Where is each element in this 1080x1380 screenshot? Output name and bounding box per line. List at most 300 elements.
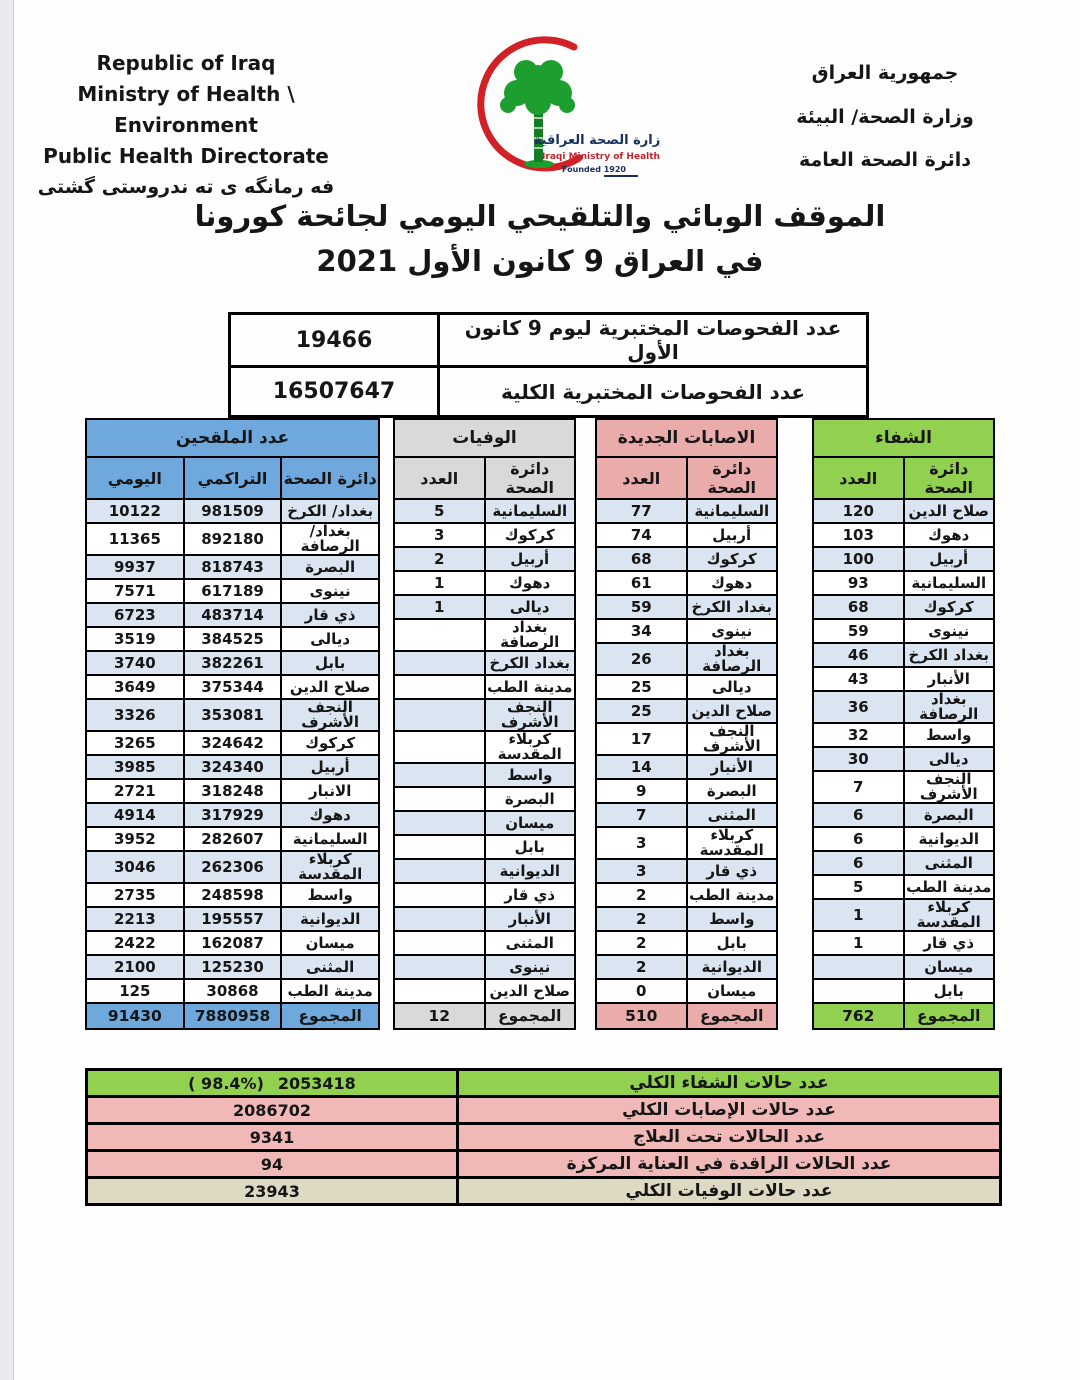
- daily-cell: 3985: [86, 755, 184, 779]
- directorate-cell: بغداد الرصافة: [485, 619, 576, 651]
- table-row: [813, 931, 994, 955]
- table-row: [596, 699, 777, 723]
- directorate-cell: الديوانية: [687, 955, 778, 979]
- directorate-cell: ذي قار: [281, 603, 379, 627]
- table-row: [596, 955, 777, 979]
- table-row: [596, 571, 777, 595]
- table-title-row: [86, 419, 379, 457]
- count-cell: 74: [596, 523, 687, 547]
- daily-cell: 3740: [86, 651, 184, 675]
- directorate-cell: المثنى: [281, 955, 379, 979]
- total-label: المجموع: [904, 1003, 995, 1029]
- daily-cell: 2213: [86, 907, 184, 931]
- total-label: المجموع: [281, 1003, 379, 1029]
- directorate-cell: الديوانية: [485, 859, 576, 883]
- cumulative-cell: 483714: [184, 603, 282, 627]
- table-row: [813, 899, 994, 931]
- column-directorate: دائرة الصحة: [904, 457, 995, 499]
- count-cell: [813, 979, 904, 1003]
- count-cell: [813, 955, 904, 979]
- directorate-cell: ديالى: [281, 627, 379, 651]
- daily-cell: 3519: [86, 627, 184, 651]
- cumulative-cell: 30868: [184, 979, 282, 1003]
- directorate-cell: الأنبار: [904, 667, 995, 691]
- count-cell: 30: [813, 747, 904, 771]
- cumulative-cell: 195557: [184, 907, 282, 931]
- count-cell: 59: [596, 595, 687, 619]
- column-cumulative: التراكمي: [184, 457, 282, 499]
- directorate-cell: النجف الأشرف: [687, 723, 778, 755]
- count-cell: 32: [813, 723, 904, 747]
- table-row: [813, 499, 994, 523]
- directorate-cell: صلاح الدين: [281, 675, 379, 699]
- column-directorate: دائرة الصحة: [281, 457, 379, 499]
- directorate-cell: بغداد الكرخ: [687, 595, 778, 619]
- table-row: [87, 1178, 1001, 1205]
- count-cell: 6: [813, 851, 904, 875]
- header-line-directorate: Public Health Directorate: [43, 144, 329, 168]
- table-row: [596, 595, 777, 619]
- count-cell: 68: [596, 547, 687, 571]
- header-line-ministry: Ministry of Health \ Environment: [77, 82, 295, 137]
- total-count: 762: [813, 1003, 904, 1029]
- table-row: [394, 699, 575, 731]
- total-daily: 91430: [86, 1003, 184, 1029]
- table-row: [596, 907, 777, 931]
- header-line-republic: Republic of Iraq: [96, 51, 276, 75]
- table-row: [596, 755, 777, 779]
- directorate-cell: الأنبار: [687, 755, 778, 779]
- daily-cell: 3649: [86, 675, 184, 699]
- daily-cell: 6723: [86, 603, 184, 627]
- crescent-palm-icon: [446, 22, 660, 190]
- table-row: [86, 499, 379, 523]
- count-cell: 120: [813, 499, 904, 523]
- table-row: [813, 643, 994, 667]
- column-directorate: دائرة الصحة: [687, 457, 778, 499]
- daily-cell: 10122: [86, 499, 184, 523]
- total-label: المجموع: [687, 1003, 778, 1029]
- table-row: [86, 651, 379, 675]
- table-row: [813, 547, 994, 571]
- directorate-cell: أربيل: [485, 547, 576, 571]
- count-cell: 59: [813, 619, 904, 643]
- count-cell: [394, 931, 485, 955]
- table-row: [394, 859, 575, 883]
- column-directorate: دائرة الصحة: [485, 457, 576, 499]
- cumulative-cell: 162087: [184, 931, 282, 955]
- count-cell: 5: [813, 875, 904, 899]
- count-cell: 6: [813, 827, 904, 851]
- table-row: [86, 979, 379, 1003]
- count-cell: 2: [394, 547, 485, 571]
- directorate-cell: ميسان: [281, 931, 379, 955]
- table-row: [394, 619, 575, 651]
- directorate-cell: ذي قار: [687, 859, 778, 883]
- table-row: [394, 835, 575, 859]
- daily-cell: 3046: [86, 851, 184, 883]
- header-line-kurdish: فه رمانگه ی ته ندروستی گشتی: [37, 176, 335, 198]
- directorate-cell: مدينة الطب: [687, 883, 778, 907]
- count-cell: [394, 699, 485, 731]
- table-row: [87, 1097, 1001, 1124]
- directorate-cell: دهوك: [687, 571, 778, 595]
- under-treatment-label: عدد الحالات تحت العلاج: [458, 1124, 1001, 1151]
- table-row: [813, 851, 994, 875]
- table-row: [394, 675, 575, 699]
- table-row: [86, 731, 379, 755]
- count-cell: [394, 811, 485, 835]
- count-cell: [394, 883, 485, 907]
- count-cell: 1: [394, 595, 485, 619]
- directorate-cell: السليمانية: [281, 827, 379, 851]
- table-row: [596, 499, 777, 523]
- total-count: 510: [596, 1003, 687, 1029]
- count-cell: 17: [596, 723, 687, 755]
- cumulative-cell: 317929: [184, 803, 282, 827]
- total-recoveries-label: عدد حالات الشفاء الكلي: [458, 1070, 1001, 1097]
- recovery-percent: ( 98.4%): [188, 1073, 264, 1093]
- title-line-1: الموقف الوبائي والتلقيحي اليومي لجائحة كورونا: [194, 199, 886, 233]
- recoveries-rows: [813, 499, 994, 1003]
- daily-cell: 3326: [86, 699, 184, 731]
- table-row: [813, 875, 994, 899]
- count-cell: [394, 731, 485, 763]
- count-cell: 34: [596, 619, 687, 643]
- table-header-row: [813, 457, 994, 499]
- deaths-rows: [394, 499, 575, 1003]
- document-title: [0, 194, 1080, 284]
- directorate-cell: كركوك: [687, 547, 778, 571]
- directorate-cell: البصرة: [904, 803, 995, 827]
- directorate-cell: نينوى: [281, 579, 379, 603]
- table-row: [813, 523, 994, 547]
- directorate-cell: مدينة الطب: [485, 675, 576, 699]
- cumulative-cell: 248598: [184, 883, 282, 907]
- directorate-cell: واسط: [904, 723, 995, 747]
- directorate-cell: البصرة: [485, 787, 576, 811]
- directorate-cell: النجف الأشرف: [281, 699, 379, 731]
- table-row: [394, 731, 575, 763]
- directorate-cell: أربيل: [281, 755, 379, 779]
- count-cell: 2: [596, 955, 687, 979]
- directorate-cell: بابل: [281, 651, 379, 675]
- daily-cell: 125: [86, 979, 184, 1003]
- directorate-cell: بغداد الرصافة: [904, 691, 995, 723]
- table-row: [394, 787, 575, 811]
- total-tests-value: 16507647: [230, 367, 439, 417]
- cumulative-cell: 617189: [184, 579, 282, 603]
- table-row: [86, 803, 379, 827]
- table-title-row: [394, 419, 575, 457]
- count-cell: 3: [394, 523, 485, 547]
- directorate-cell: كركوك: [485, 523, 576, 547]
- total-row: [394, 1003, 575, 1029]
- count-cell: 100: [813, 547, 904, 571]
- table-row: [813, 747, 994, 771]
- count-cell: 93: [813, 571, 904, 595]
- vaccinated-rows: [86, 499, 379, 1003]
- table-row: [596, 779, 777, 803]
- column-count: العدد: [813, 457, 904, 499]
- total-cases-value: 2086702: [87, 1097, 458, 1124]
- directorate-cell: ديالى: [904, 747, 995, 771]
- recoveries-table: [812, 418, 995, 1030]
- daily-cell: 2100: [86, 955, 184, 979]
- count-cell: 0: [596, 979, 687, 1003]
- count-cell: 9: [596, 779, 687, 803]
- table-row: [86, 907, 379, 931]
- table-header-row: [86, 457, 379, 499]
- daily-cell: 4914: [86, 803, 184, 827]
- count-cell: 2: [596, 931, 687, 955]
- icu-cases-value: 94: [87, 1151, 458, 1178]
- directorate-cell: بابل: [485, 835, 576, 859]
- count-cell: 3: [596, 827, 687, 859]
- daily-cell: 11365: [86, 523, 184, 555]
- daily-cell: 2735: [86, 883, 184, 907]
- count-cell: 7: [813, 771, 904, 803]
- count-cell: [394, 859, 485, 883]
- table-row: [86, 883, 379, 907]
- directorate-cell: دهوك: [485, 571, 576, 595]
- count-cell: 2: [596, 883, 687, 907]
- daily-tests-value: 19466: [230, 314, 439, 367]
- table-row: [86, 955, 379, 979]
- overall-summary-table: [85, 1068, 1002, 1206]
- directorate-cell: كربلاء المقدسة: [485, 731, 576, 763]
- table-header-row: [596, 457, 777, 499]
- directorate-cell: نينوى: [904, 619, 995, 643]
- count-cell: 1: [394, 571, 485, 595]
- table-row: [230, 314, 868, 367]
- table-row: [813, 979, 994, 1003]
- cumulative-cell: 384525: [184, 627, 282, 651]
- directorate-cell: مدينة الطب: [281, 979, 379, 1003]
- directorate-cell: صلاح الدين: [687, 699, 778, 723]
- directorate-cell: بغداد الرصافة: [687, 643, 778, 675]
- table-row: [596, 523, 777, 547]
- directorate-cell: بابل: [904, 979, 995, 1003]
- directorate-cell: الديوانية: [281, 907, 379, 931]
- table-title-row: [813, 419, 994, 457]
- table-row: [86, 555, 379, 579]
- directorate-cell: النجف الأشرف: [904, 771, 995, 803]
- table-row: [394, 523, 575, 547]
- count-cell: 26: [596, 643, 687, 675]
- table-row: [394, 571, 575, 595]
- total-row: [813, 1003, 994, 1029]
- table-row: [86, 779, 379, 803]
- directorate-cell: كربلاء المقدسة: [281, 851, 379, 883]
- count-cell: 1: [813, 931, 904, 955]
- directorate-cell: نينوى: [687, 619, 778, 643]
- count-cell: 43: [813, 667, 904, 691]
- count-cell: [394, 651, 485, 675]
- cumulative-cell: 262306: [184, 851, 282, 883]
- total-deaths-value: 23943: [87, 1178, 458, 1205]
- directorate-cell: السليمانية: [904, 571, 995, 595]
- total-deaths-label: عدد حالات الوفيات الكلي: [458, 1178, 1001, 1205]
- directorate-cell: نينوى: [485, 955, 576, 979]
- daily-cell: 2721: [86, 779, 184, 803]
- directorate-cell: الأنبار: [485, 907, 576, 931]
- directorate-cell: الديوانية: [904, 827, 995, 851]
- table-row: [813, 955, 994, 979]
- directorate-cell: واسط: [281, 883, 379, 907]
- directorate-cell: بابل: [687, 931, 778, 955]
- ministry-logo: [446, 22, 660, 190]
- cumulative-cell: 818743: [184, 555, 282, 579]
- count-cell: [394, 979, 485, 1003]
- directorate-cell: ديالى: [687, 675, 778, 699]
- cumulative-cell: 382261: [184, 651, 282, 675]
- daily-cell: 7571: [86, 579, 184, 603]
- table-row: [596, 827, 777, 859]
- directorate-cell: دهوك: [281, 803, 379, 827]
- table-row: [394, 763, 575, 787]
- table-row: [596, 883, 777, 907]
- count-cell: [394, 763, 485, 787]
- header-left: [28, 48, 344, 198]
- total-count: 12: [394, 1003, 485, 1029]
- cumulative-cell: 318248: [184, 779, 282, 803]
- recovery-number: 2053418: [277, 1073, 356, 1093]
- table-row: [394, 955, 575, 979]
- table-row: [230, 367, 868, 417]
- vaccinated-table: [85, 418, 380, 1030]
- daily-tests-label: عدد الفحوصات المختبرية ليوم 9 كانون الأول: [439, 314, 868, 367]
- directorate-cell: مدينة الطب: [904, 875, 995, 899]
- total-tests-label: عدد الفحوصات المختبرية الكلية: [439, 367, 868, 417]
- table-row: [596, 803, 777, 827]
- new-cases-table-title: الاصابات الجديدة: [596, 419, 777, 457]
- directorate-cell: ميسان: [904, 955, 995, 979]
- table-row: [86, 627, 379, 651]
- table-row: [87, 1070, 1001, 1097]
- table-row: [86, 851, 379, 883]
- directorate-cell: أربيل: [687, 523, 778, 547]
- logo-founded-text: Founded 1920: [562, 165, 626, 174]
- table-row: [394, 547, 575, 571]
- count-cell: [394, 835, 485, 859]
- column-count: العدد: [394, 457, 485, 499]
- count-cell: 68: [813, 595, 904, 619]
- count-cell: 77: [596, 499, 687, 523]
- directorate-cell: صلاح الدين: [485, 979, 576, 1003]
- count-cell: 1: [813, 899, 904, 931]
- table-title-row: [596, 419, 777, 457]
- cumulative-cell: 353081: [184, 699, 282, 731]
- table-row: [86, 827, 379, 851]
- header-line-republic-ar: جمهورية العراق: [811, 62, 959, 84]
- daily-cell: 2422: [86, 931, 184, 955]
- column-count: العدد: [596, 457, 687, 499]
- total-cumulative: 7880958: [184, 1003, 282, 1029]
- table-row: [86, 755, 379, 779]
- count-cell: [394, 787, 485, 811]
- count-cell: 5: [394, 499, 485, 523]
- cumulative-cell: 125230: [184, 955, 282, 979]
- directorate-cell: كركوك: [281, 731, 379, 755]
- table-row: [813, 771, 994, 803]
- directorate-cell: أربيل: [904, 547, 995, 571]
- cumulative-cell: 324340: [184, 755, 282, 779]
- total-row: [596, 1003, 777, 1029]
- directorate-cell: دهوك: [904, 523, 995, 547]
- count-cell: [394, 619, 485, 651]
- directorate-cell: بغداد/ الكرخ: [281, 499, 379, 523]
- directorate-cell: النجف الأشرف: [485, 699, 576, 731]
- directorate-cell: ديالى: [485, 595, 576, 619]
- table-row: [596, 619, 777, 643]
- directorate-cell: السليمانية: [687, 499, 778, 523]
- count-cell: 103: [813, 523, 904, 547]
- cumulative-cell: 282607: [184, 827, 282, 851]
- directorate-cell: صلاح الدين: [904, 499, 995, 523]
- daily-cell: 9937: [86, 555, 184, 579]
- table-row: [596, 859, 777, 883]
- table-row: [394, 595, 575, 619]
- logo-arabic-title: وزارة الصحة العراقية: [533, 133, 660, 148]
- count-cell: 3: [596, 859, 687, 883]
- table-row: [86, 523, 379, 555]
- table-row: [596, 723, 777, 755]
- new-cases-table: [595, 418, 778, 1030]
- table-row: [394, 651, 575, 675]
- directorate-cell: البصرة: [281, 555, 379, 579]
- count-cell: 2: [596, 907, 687, 931]
- deaths-table: [393, 418, 576, 1030]
- table-row: [813, 827, 994, 851]
- table-row: [596, 643, 777, 675]
- table-row: [86, 931, 379, 955]
- table-row: [86, 699, 379, 731]
- logo-english-title: Iraqi Ministry of Health: [542, 152, 660, 162]
- table-row: [596, 547, 777, 571]
- directorate-cell: بغداد الكرخ: [485, 651, 576, 675]
- deaths-table-title: الوفيات: [394, 419, 575, 457]
- cumulative-cell: 892180: [184, 523, 282, 555]
- table-row: [813, 571, 994, 595]
- table-row: [394, 931, 575, 955]
- table-row: [394, 811, 575, 835]
- count-cell: 25: [596, 675, 687, 699]
- header-right: [770, 52, 1000, 183]
- header-line-directorate-ar: دائرة الصحة العامة: [798, 149, 972, 172]
- count-cell: [394, 955, 485, 979]
- directorate-cell: واسط: [485, 763, 576, 787]
- table-row: [87, 1124, 1001, 1151]
- table-row: [813, 691, 994, 723]
- directorate-cell: واسط: [687, 907, 778, 931]
- directorate-cell: ميسان: [687, 979, 778, 1003]
- directorate-cell: المثنى: [485, 931, 576, 955]
- count-cell: 36: [813, 691, 904, 723]
- total-recoveries-value: [87, 1070, 458, 1097]
- count-cell: 6: [813, 803, 904, 827]
- total-row: [86, 1003, 379, 1029]
- lab-tests-table: [228, 312, 869, 418]
- count-cell: [394, 907, 485, 931]
- daily-cell: 3265: [86, 731, 184, 755]
- icu-cases-label: عدد الحالات الراقدة في العناية المركزة: [458, 1151, 1001, 1178]
- cumulative-cell: 981509: [184, 499, 282, 523]
- directorate-cell: المثنى: [687, 803, 778, 827]
- directorate-cell: السليمانية: [485, 499, 576, 523]
- table-row: [394, 907, 575, 931]
- header-line-ministry-ar: وزارة الصحة/ البيئة: [796, 105, 974, 128]
